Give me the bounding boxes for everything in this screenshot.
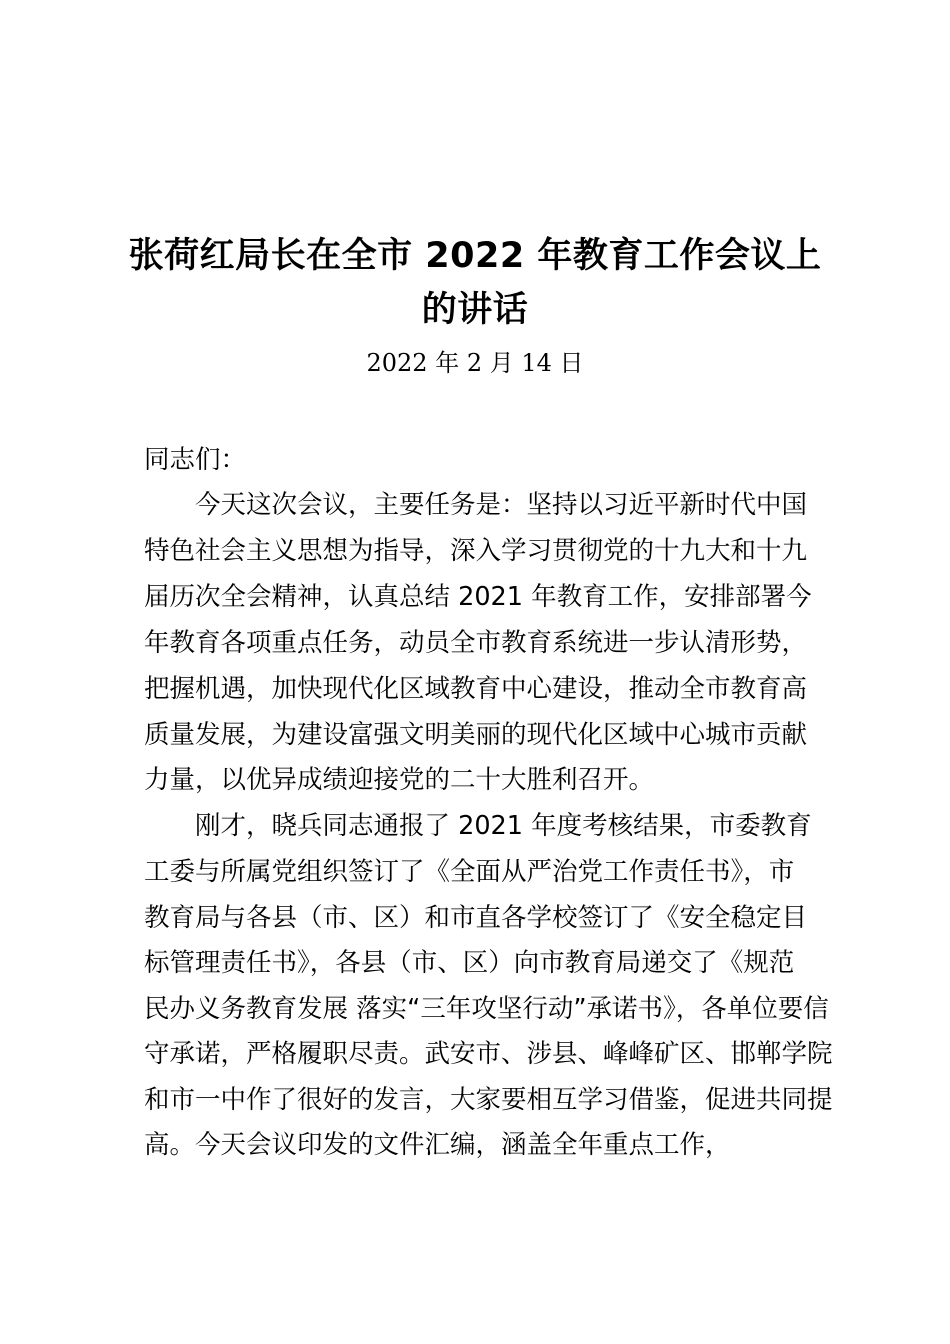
paragraph-1-line-2: 特色社会主义思想为指导，深入学习贯彻党的十九大和十九 (144, 536, 808, 566)
paragraph-2-line-3: 教育局与各县（市、区）和市直各学校签订了《安全稳定目 (144, 903, 808, 933)
document-title-line-1: 张荷红局长在全市 2022 年教育工作会议上 (128, 236, 822, 276)
paragraph-2-line-7: 和市一中作了很好的发言，大家要相互学习借鉴，促进共同提 (144, 1085, 833, 1115)
paragraph-2-line-2: 工委与所属党组织签订了《全面从严治党工作责任书》，市 (144, 857, 795, 887)
paragraph-1-line-7: 力量，以优异成绩迎接党的二十大胜利召开。 (144, 765, 655, 795)
greeting: 同志们： (144, 445, 247, 475)
paragraph-2-line-6: 守承诺，严格履职尽责。武安市、涉县、峰峰矿区、邯郸学院 (144, 1039, 833, 1069)
document-title-line-2: 的讲话 (421, 290, 529, 330)
paragraph-2-line-8: 高。今天会议印发的文件汇编，涵盖全年重点工作， (144, 1130, 731, 1160)
paragraph-1-line-3: 届历次全会精神，认真总结 2021 年教育工作，安排部署今 (144, 582, 812, 612)
paragraph-1-line-6: 质量发展，为建设富强文明美丽的现代化区域中心城市贡献 (144, 720, 808, 750)
paragraph-1-line-4: 年教育各项重点任务，动员全市教育系统进一步认清形势， (144, 628, 808, 658)
paragraph-1-line-1: 今天这次会议，主要任务是：坚持以习近平新时代中国 (195, 490, 808, 520)
paragraph-2-line-5: 民办义务教育发展 落实“三年攻坚行动”承诺书》，各单位要信 (144, 994, 829, 1024)
paragraph-2-line-1: 刚才，晓兵同志通报了 2021 年度考核结果，市委教育 (195, 811, 812, 841)
document-date: 2022 年 2 月 14 日 (366, 349, 584, 377)
paragraph-2-line-4: 标管理责任书》，各县（市、区）向市教育局递交了《规范 (144, 948, 795, 978)
paragraph-1-line-5: 把握机遇，加快现代化区域教育中心建设，推动全市教育高 (144, 674, 808, 704)
